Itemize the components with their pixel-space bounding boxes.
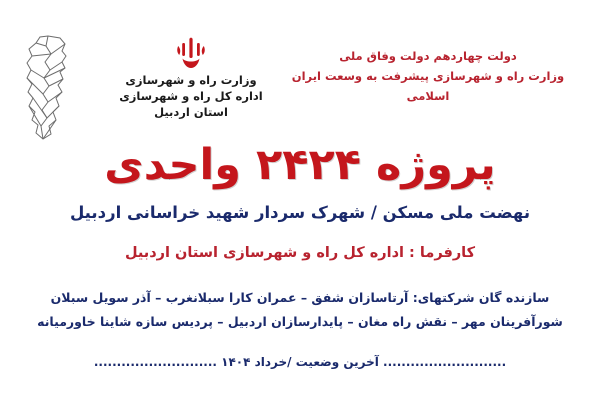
government-slogan <box>278 46 578 106</box>
builders-line-1: سازنده گان شرکتهای: آرتاسازان شفق – عمران کارا سبلانغرب – آذر سویل سبلان <box>50 290 550 305</box>
project-subtitle: نهضت ملی مسکن / شهرک سردار شهید خراسانی اردبیل <box>69 203 531 222</box>
poster-header <box>0 34 600 144</box>
ministry-line-1: وزارت راه و شهرسازی <box>125 73 257 87</box>
government-slogan-line-1: دولت چهاردهم دولت وفاق ملی <box>339 49 517 63</box>
builders-line-2: شورآفرینان مهر – نقش راه مغان – پایدارسازان اردبیل – پردیس سازه شاینا خاورمیانه <box>37 314 563 329</box>
page-title: پروژه ۲۴۲۴ واحدی <box>104 140 496 190</box>
status-line <box>0 355 600 369</box>
iran-emblem-icon <box>86 36 296 72</box>
ardabil-province-map-icon <box>18 34 80 142</box>
government-slogan-line-2: وزارت راه و شهرسازی پیشرفت به وسعت ایران اسلامی <box>291 69 565 103</box>
status-dots-right: ........................... <box>383 355 507 369</box>
status-label: آخرین وضعیت /خرداد ۱۴۰۴ <box>221 355 379 369</box>
ministry-identity <box>86 36 296 120</box>
status-dots-left: ........................... <box>93 355 217 369</box>
builders-block <box>0 286 600 334</box>
employer-line: کارفرما : اداره کل راه و شهرسازی استان اردبیل <box>124 245 476 261</box>
ministry-line-2: اداره کل راه و شهرسازی <box>119 89 263 103</box>
ministry-line-3: استان اردبیل <box>154 105 228 119</box>
